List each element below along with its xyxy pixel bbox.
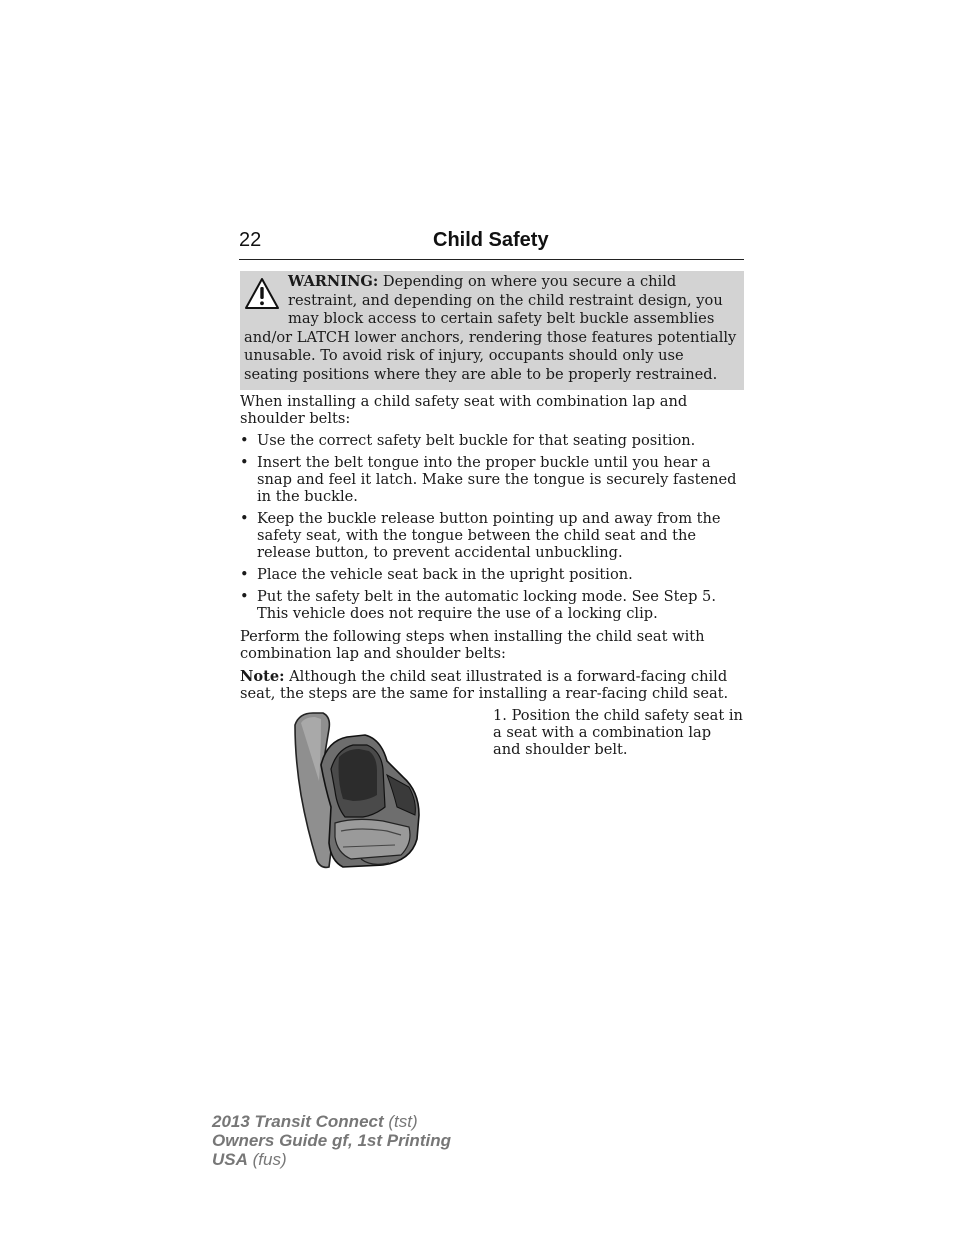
intro-paragraph: When installing a child safety seat with combination lap and shoulder belts: xyxy=(240,393,688,427)
instruction-list xyxy=(240,433,744,628)
footer-line-1: 2013 Transit Connect (tst) xyxy=(212,1112,418,1131)
warning-box xyxy=(240,271,744,390)
list-item: • Keep the buckle release button pointing up and away from the safety seat, with the tongue between the child seat and the release button, to prevent accidental unbuckling. xyxy=(240,511,744,561)
note-paragraph xyxy=(240,669,744,703)
step-1-text: 1. Position the child safety seat in a seat with a combination lap and shoulder belt. xyxy=(493,707,743,758)
note-label: Note: xyxy=(240,668,285,685)
list-item: • Put the safety belt in the automatic locking mode. See Step 5. This vehicle does not require the use of a locking clip. xyxy=(240,589,744,623)
list-item: • Insert the belt tongue into the proper buckle until you hear a snap and feel it latch. Make sure the tongue is securely fastened in the buckle. xyxy=(240,455,744,505)
page-title: Child Safety xyxy=(433,229,549,251)
footer xyxy=(212,1112,451,1169)
footer-line-3: USA (fus) xyxy=(212,1150,287,1169)
page-number: 22 xyxy=(239,229,262,251)
page-header xyxy=(239,229,744,260)
footer-line-2: Owners Guide gf, 1st Printing xyxy=(212,1131,451,1150)
child-seat-illustration xyxy=(291,711,423,871)
list-item: • Place the vehicle seat back in the upright position. xyxy=(240,567,744,584)
warning-text: Depending on where you secure a child restraint, and depending on the child restraint design, you may block access to certain safety belt buckle assemblies and/or LATCH lower anchors, rendering those features potentially unusable. To avoid risk of injury, occupants should only use seating positions where they are able to be properly restrained. xyxy=(244,273,737,383)
list-item: • Use the correct safety belt buckle for that seating position. xyxy=(240,433,744,450)
note-text: Although the child seat illustrated is a forward-facing child seat, the steps are the same for installing a rear-facing child seat. xyxy=(240,668,729,702)
warning-label: WARNING: xyxy=(288,273,379,290)
warning-triangle-icon xyxy=(244,276,280,312)
steps-intro-paragraph: Perform the following steps when installing the child seat with combination lap and shoulder belts: xyxy=(240,628,705,662)
